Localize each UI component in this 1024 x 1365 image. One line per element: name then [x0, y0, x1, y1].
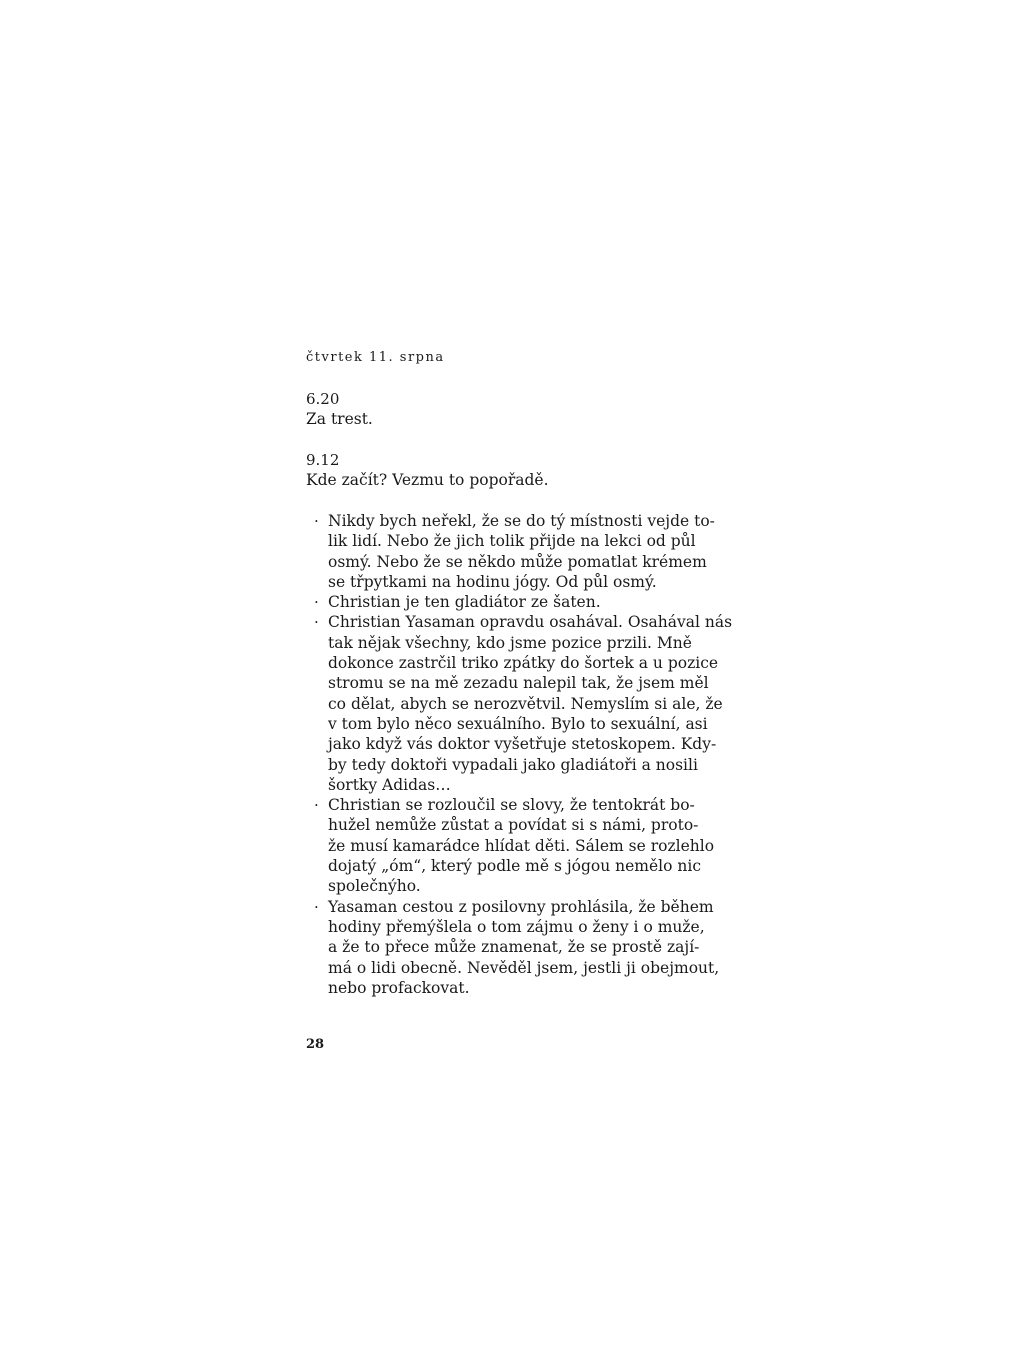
text-line: Christian je ten gladiátor ze šaten. — [328, 593, 601, 612]
running-head: čtvrtek 11. srpna — [306, 350, 445, 365]
text-line: společnýho. — [328, 877, 421, 896]
bullet-marker: · — [314, 897, 319, 916]
text-line: Nikdy bych neřekl, že se do tý místnosti vejde to- — [328, 512, 715, 530]
text-line: hodiny přemýšlela o tom zájmu o ženy i o muže, — [328, 917, 705, 936]
text-line: má o lidi obecně. Nevěděl jsem, jestli ji obejmout, — [328, 958, 720, 977]
text-line: že musí kamarádce hlídat děti. Sálem se rozlehlo — [328, 836, 715, 855]
entry-text: Kde začít? Vezmu to popořadě. — [306, 471, 549, 489]
text-line: tak nějak všechny, kdo jsme pozice przili. Mně — [328, 633, 692, 652]
list-item — [306, 897, 720, 998]
list-item — [306, 795, 715, 896]
text-line: jako když vás doktor vyšetřuje stetoskopem. Kdy- — [328, 735, 717, 754]
text-line: Christian Yasaman opravdu osahával. Osahával nás — [328, 613, 733, 632]
bullet-marker: · — [314, 796, 319, 815]
text-line: šortky Adidas… — [328, 775, 451, 794]
text-line: dokonce zastrčil triko zpátky do šortek a u pozice — [328, 654, 719, 673]
text-line: Yasaman cestou z posilovny prohlásila, že během — [328, 897, 714, 916]
bullet-marker: · — [314, 593, 319, 612]
list-item — [306, 592, 678, 612]
list-item — [306, 511, 715, 592]
bullet-marker: · — [314, 613, 319, 632]
entry-time: 6.20 — [306, 390, 340, 408]
text-line: se třpytkami na hodinu jógy. Od půl osmý. — [328, 572, 657, 591]
text-line: hužel nemůže zůstat a povídat si s námi, proto- — [328, 816, 699, 835]
text-line: a že to přece může znamenat, že se prostě zají- — [328, 938, 700, 957]
text-line: osmý. Nebo že se někdo může pomatlat krémem — [328, 552, 707, 571]
bullet-marker: · — [314, 512, 319, 530]
text-line: co dělat, abych se nerozvětvil. Nemyslím si ale, že — [328, 694, 723, 713]
text-line: lik lidí. Nebo že jich tolik přijde na lekci od půl — [328, 532, 696, 551]
bullet-list — [306, 511, 733, 998]
list-item — [306, 612, 733, 795]
text-line: by tedy doktoři vypadali jako gladiátoři a nosili — [328, 755, 698, 774]
entry-time: 9.12 — [306, 451, 340, 469]
text-line: dojatý „óm“, který podle mě s jógou nemělo nic — [328, 857, 702, 876]
page-number: 28 — [306, 1037, 325, 1052]
text-line: nebo profackovat. — [328, 978, 470, 997]
text-line: Christian se rozloučil se slovy, že tentokrát bo- — [328, 796, 695, 815]
text-line: stromu se na mě zezadu nalepil tak, že jsem měl — [328, 674, 709, 693]
text-line: v tom bylo něco sexuálního. Bylo to sexuální, asi — [328, 714, 708, 733]
entry-text: Za trest. — [306, 410, 373, 428]
